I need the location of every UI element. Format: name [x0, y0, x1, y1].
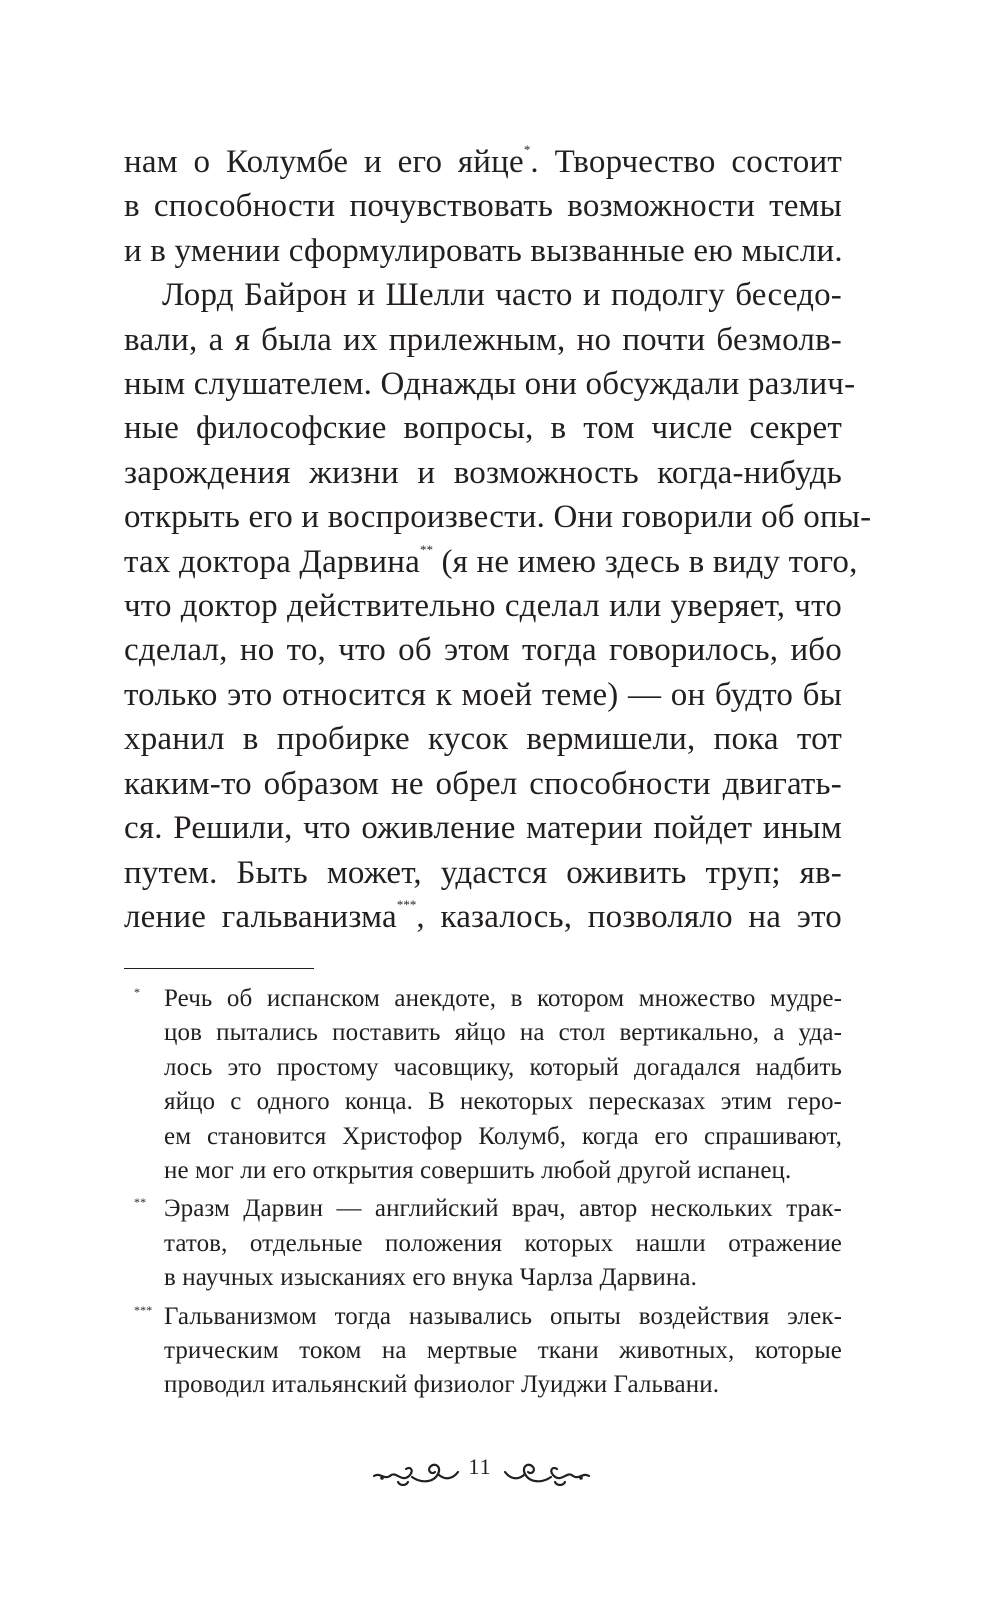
- footnote-line: лось это простому часовщику, который догадался надбить: [164, 1053, 842, 1081]
- footnotes: [124, 982, 842, 1403]
- text-line: ление гальванизма***, казалось, позволяло на это: [124, 896, 842, 935]
- footnote-3: *** Гальванизмом тогда назывались опыты воздействия элек-: [134, 1302, 842, 1330]
- footnote-line: не мог ли его открытия совершить любой другой испанец.: [164, 1157, 792, 1185]
- text-line: в способности почувствовать возможности темы: [124, 188, 842, 225]
- text-line: каким-то образом не обрел способности двигать-: [124, 765, 842, 802]
- text-line: сделал, но то, что об этом тогда говорилось, ибо: [124, 632, 842, 669]
- flourish-ornament-icon: [503, 1458, 591, 1492]
- text-line: и в умении сформулировать вызванные ею мысли.: [124, 232, 843, 269]
- footnote-line: татов, отдельные положения которых нашли отражение: [164, 1229, 842, 1257]
- text-line: путем. Быть может, удастся оживить труп; яв-: [124, 854, 842, 891]
- footnote-ref-1[interactable]: *: [523, 142, 531, 157]
- text-line: хранил в пробирке кусок вермишели, пока тот: [124, 721, 842, 758]
- page-folio: [0, 1448, 1000, 1508]
- text-line: ся. Решили, что оживление материи пойдет иным: [124, 810, 842, 847]
- text-line: только это относится к моей теме) — он будто бы: [124, 676, 842, 713]
- text-line: ным слушателем. Однажды они обсуждали различ-: [124, 366, 856, 403]
- footnote-2: ** Эразм Дарвин — английский врач, автор нескольких трак-: [134, 1195, 842, 1223]
- footnote-line: ем становится Христофор Колумб, когда его спрашивают,: [164, 1122, 842, 1150]
- footnote-mark: **: [134, 1195, 147, 1210]
- text-line: ные философские вопросы, в том числе секрет: [124, 410, 842, 447]
- text-line: зарождения жизни и возможность когда-нибудь: [124, 454, 842, 491]
- text-line: Лорд Байрон и Шелли часто и подолгу беседо-: [162, 277, 842, 314]
- footnote-mark: ***: [134, 1302, 153, 1317]
- text-line: открыть его и воспроизвести. Они говорили об опы-: [124, 499, 872, 536]
- footnote-line: проводил итальянский физиолог Луиджи Гальвани.: [164, 1371, 720, 1399]
- text-line: нам о Колумбе и его яйце*. Творчество состоит: [124, 142, 842, 180]
- footnote-line: цов пытались поставить яйцо на стол вертикально, а уда-: [164, 1019, 842, 1047]
- page-number: 11: [468, 1454, 492, 1479]
- footnote-ref-2[interactable]: **: [420, 541, 433, 557]
- footnote-line: трическим током на мертвые ткани животных, которые: [164, 1337, 842, 1365]
- text-line: вали, а я была их прилежным, но почти безмолв-: [124, 321, 842, 358]
- footnote-line: в научных изысканиях его внука Чарлза Дарвина.: [164, 1264, 697, 1292]
- flourish-ornament-icon: [372, 1458, 460, 1492]
- footnote-ref-3[interactable]: ***: [396, 896, 417, 912]
- footnote-1: * Речь об испанском анекдоте, в котором множество мудре-: [134, 985, 842, 1012]
- footnote-separator: [124, 968, 314, 969]
- text-line: тах доктора Дарвина** (я не имею здесь в виду того,: [124, 541, 858, 580]
- text-line: что доктор действительно сделал или уверяет, что: [124, 588, 842, 625]
- main-text: [124, 140, 872, 939]
- footnote-line: яйцо с одного конца. В некоторых пересказах этим геро-: [164, 1088, 842, 1116]
- footnote-mark: *: [134, 985, 141, 999]
